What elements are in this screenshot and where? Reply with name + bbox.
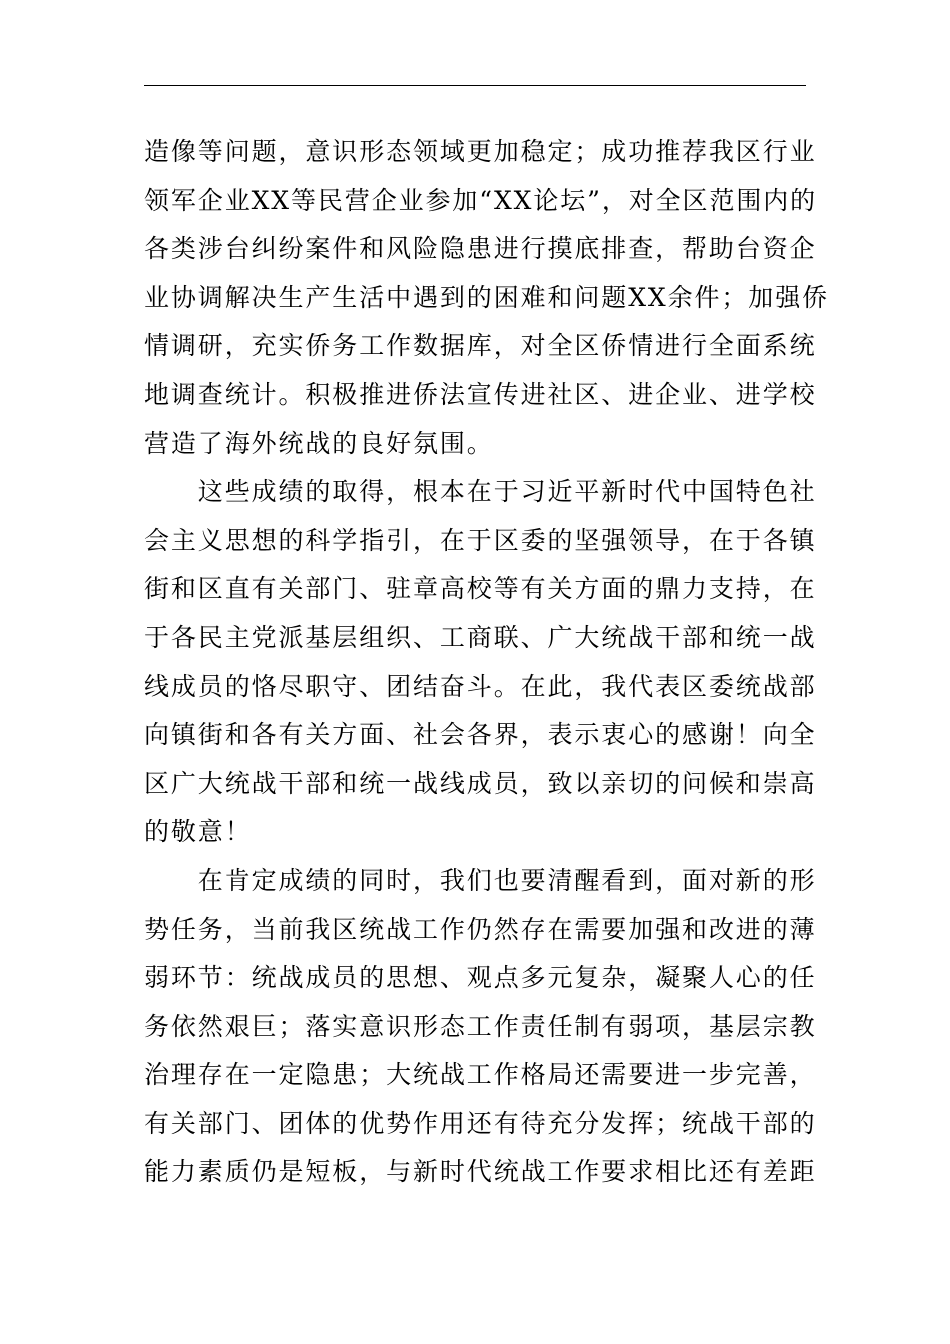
text-line: 这些成绩的取得，根本在于习近平新时代中国特色社 (144, 477, 817, 507)
text-line: 治理存在一定隐患；大统战工作格局还需要进一步完善， (144, 1060, 817, 1090)
text-line: 线成员的恪尽职守、团结奋斗。在此，我代表区委统战部 (144, 671, 817, 701)
paragraph-3 (144, 857, 817, 1197)
text-line: 势任务，当前我区统战工作仍然存在需要加强和改进的薄 (144, 914, 817, 944)
text-line: 各类涉台纠纷案件和风险隐患进行摸底排查，帮助台资企 (144, 234, 817, 264)
text-line: 的敬意！ (144, 817, 252, 847)
text-line: 业协调解决生产生活中遇到的困难和问题XX余件；加强侨 (144, 282, 829, 312)
header-rule (144, 85, 806, 86)
text-line: 务依然艰巨；落实意识形态工作责任制有弱项，基层宗教 (144, 1011, 817, 1041)
text-line: 街和区直有关部门、驻章高校等有关方面的鼎力支持，在 (144, 574, 817, 604)
text-line: 向镇街和各有关方面、社会各界，表示衷心的感谢！向全 (144, 720, 817, 750)
text-line: 情调研，充实侨务工作数据库，对全区侨情进行全面系统 (144, 331, 817, 361)
text-line: 有关部门、团体的优势作用还有待充分发挥；统战干部的 (144, 1108, 817, 1138)
text-line: 造像等问题，意识形态领域更加稳定；成功推荐我区行业 (144, 137, 817, 166)
text-line: 于各民主党派基层组织、工商联、广大统战干部和统一战 (144, 622, 817, 652)
text-line: 在肯定成绩的同时，我们也要清醒看到，面对新的形 (144, 865, 817, 895)
text-line: 弱环节：统战成员的思想、观点多元复杂，凝聚人心的任 (144, 963, 817, 993)
paragraph-2 (144, 468, 817, 857)
text-line: 地调查统计。积极推进侨法宣传进社区、进企业、进学校 (144, 379, 817, 409)
text-line: 区广大统战干部和统一战线成员，致以亲切的问候和崇高 (144, 768, 817, 798)
document-body (144, 128, 829, 1197)
text-line: 领军企业XX等民营企业参加“XX论坛”，对全区范围内的 (144, 185, 818, 215)
text-line: 营造了海外统战的良好氛围。 (144, 428, 494, 458)
text-line: 会主义思想的科学指引，在于区委的坚强领导，在于各镇 (144, 525, 817, 555)
paragraph-1 (144, 128, 829, 468)
text-line: 能力素质仍是短板，与新时代统战工作要求相比还有差距 (144, 1157, 817, 1187)
